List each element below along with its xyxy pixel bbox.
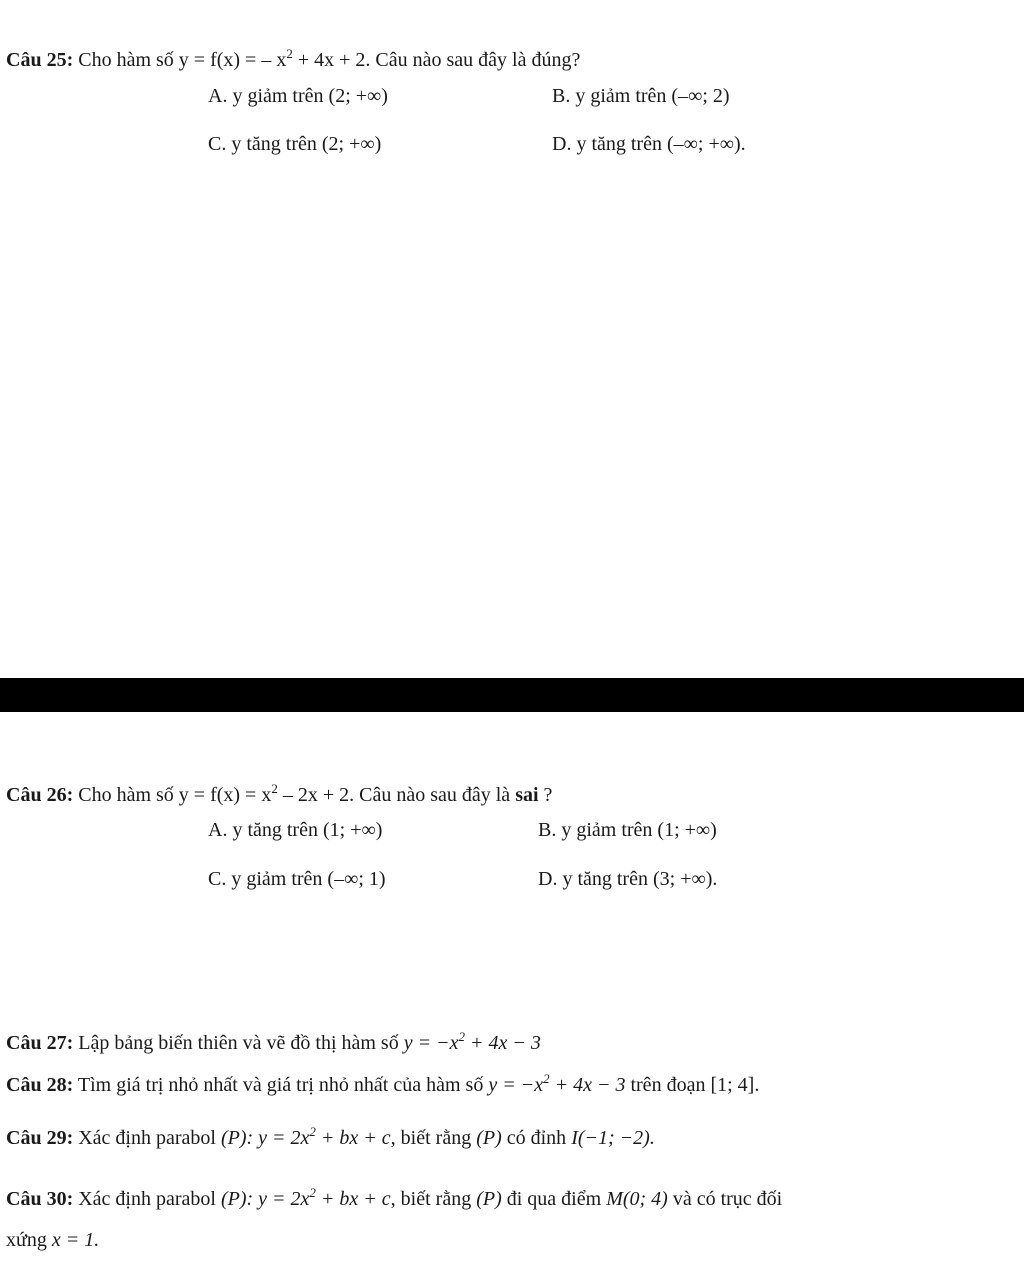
option-b: B. y giảm trên (1; +∞) — [538, 819, 717, 841]
option-d: D. y tăng trên (3; +∞). — [538, 868, 718, 890]
question-27 — [6, 1029, 541, 1054]
point: M(0; 4) — [606, 1188, 668, 1210]
question-29 — [6, 1124, 655, 1149]
formula-part: + bx + c — [315, 1127, 391, 1149]
formula-part: (P): y = 2x — [220, 1188, 310, 1210]
formula — [488, 1071, 626, 1096]
question-text: , biết rằng — [390, 1127, 477, 1149]
question-text: có đỉnh — [501, 1127, 572, 1149]
question-text: Cho hàm số y = f(x) = x — [78, 784, 272, 806]
formula — [403, 1029, 541, 1054]
question-text-mid: – 2x + 2. Câu nào sau đây là — [277, 784, 516, 806]
exponent: 2 — [309, 1124, 316, 1139]
question-label: Câu 30: — [6, 1188, 74, 1210]
question-text: xứng — [6, 1229, 52, 1251]
formula-part: y = −x — [488, 1074, 544, 1096]
question-label: Câu 25: — [6, 49, 74, 71]
formula — [220, 1185, 391, 1210]
option-b: B. y giảm trên (–∞; 2) — [552, 85, 730, 107]
axis-equation: x = 1. — [51, 1229, 100, 1251]
exponent: 2 — [458, 1029, 465, 1044]
question-text: Tìm giá trị nhỏ nhất và giá trị nhỏ nhất của hàm số — [73, 1074, 489, 1096]
question-text: Xác định parabol — [73, 1127, 221, 1149]
exponent: 2 — [309, 1185, 316, 1200]
option-c: C. y giảm trên (–∞; 1) — [208, 868, 386, 890]
question-25 — [6, 46, 581, 71]
formula-part: y = −x — [403, 1032, 459, 1054]
option-d: D. y tăng trên (–∞; +∞). — [552, 133, 746, 155]
question-text-end: + 4x + 2. Câu nào sau đây là đúng? — [292, 49, 581, 71]
question-label: Câu 27: — [6, 1032, 74, 1054]
question-text: và có trục đối — [667, 1188, 783, 1210]
option-a: A. y giảm trên (2; +∞) — [208, 85, 388, 107]
question-28 — [6, 1071, 760, 1096]
exponent: 2 — [271, 781, 278, 796]
emphasis-word: sai — [515, 784, 539, 806]
question-26 — [6, 781, 553, 806]
question-label: Câu 28: — [6, 1074, 74, 1096]
question-label: Câu 29: — [6, 1127, 74, 1149]
question-text-end: ? — [538, 784, 553, 806]
formula-part: + 4x − 3 — [549, 1074, 626, 1096]
option-c: C. y tăng trên (2; +∞) — [208, 133, 382, 155]
parabol-name: (P) — [476, 1188, 502, 1210]
question-text: Xác định parabol — [73, 1188, 221, 1210]
question-text: Lập bảng biến thiên và vẽ đồ thị hàm số — [73, 1032, 404, 1054]
question-text: , biết rằng — [390, 1188, 477, 1210]
question-text: đi qua điểm — [501, 1188, 607, 1210]
option-a: A. y tăng trên (1; +∞) — [208, 819, 383, 841]
interval: [1; 4]. — [710, 1074, 760, 1096]
formula-part: (P): y = 2x — [220, 1127, 310, 1149]
formula — [220, 1124, 391, 1149]
formula-part: + 4x − 3 — [464, 1032, 541, 1054]
exponent: 2 — [286, 46, 293, 61]
separator-bar — [0, 678, 1024, 712]
question-label: Câu 26: — [6, 784, 74, 806]
question-text: trên đoạn — [625, 1074, 711, 1096]
exponent: 2 — [543, 1071, 550, 1086]
parabol-name: (P) — [476, 1127, 502, 1149]
question-30-line-2 — [6, 1230, 99, 1250]
question-30 — [6, 1185, 783, 1210]
vertex: I(−1; −2). — [571, 1127, 655, 1149]
formula-part: + bx + c — [315, 1188, 391, 1210]
question-text: Cho hàm số y = f(x) = – x — [78, 49, 287, 71]
